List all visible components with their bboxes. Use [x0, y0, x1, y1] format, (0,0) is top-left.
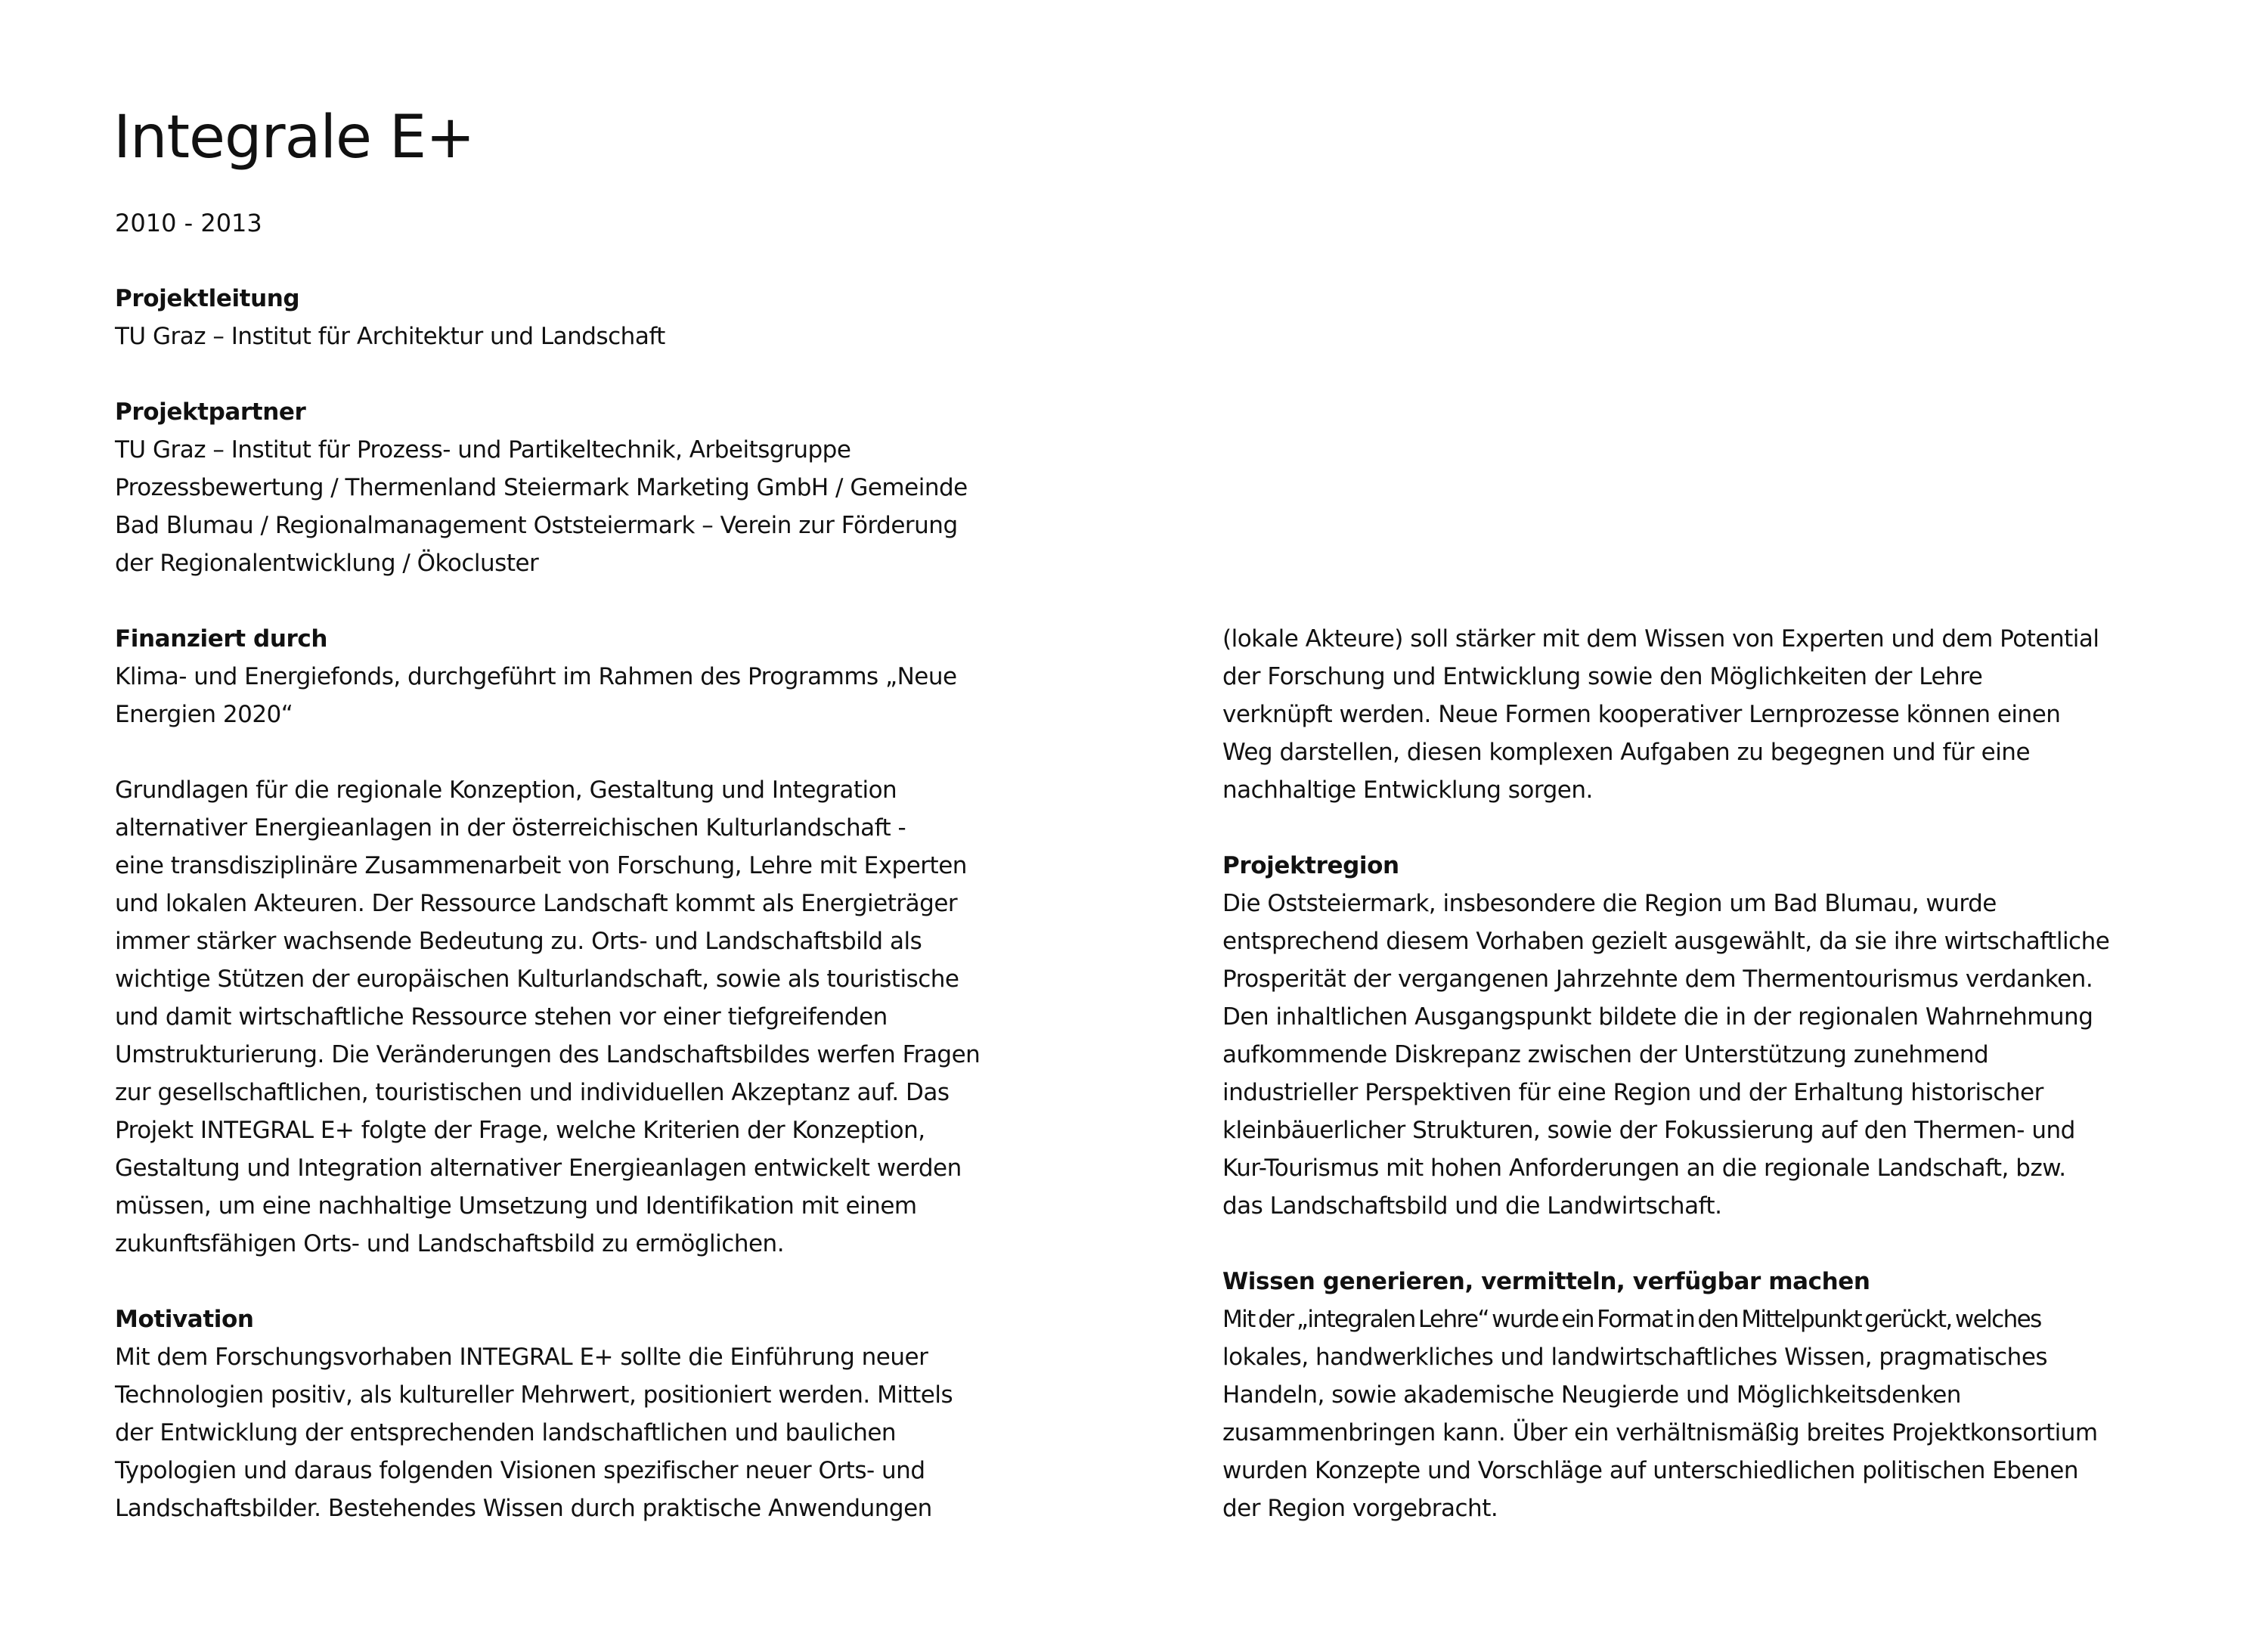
text-line: Typologien und daraus folgenden Visionen spezifischer neuer Orts- und [115, 1457, 925, 1484]
text-line: TU Graz – Institut für Architektur und Landschaft [115, 323, 665, 350]
left-column [115, 280, 1047, 1527]
text-line: Umstrukturierung. Die Veränderungen des Landschaftsbildes werfen Fragen [115, 1041, 981, 1068]
text-line: Handeln, sowie akademische Neugierde und Möglichkeitsdenken [1222, 1381, 1961, 1409]
text-line: der Forschung und Entwicklung sowie den Möglichkeiten der Lehre [1222, 663, 1983, 690]
text-line: alternativer Energieanlagen in der österreichischen Kulturlandschaft - [115, 814, 906, 842]
text-line: Landschaftsbilder. Bestehendes Wissen durch praktische Anwendungen [115, 1495, 932, 1522]
section-heading: Projektleitung [115, 285, 300, 312]
section-finanziert-durch [115, 620, 1047, 733]
paragraph [115, 1338, 1047, 1527]
section-text [115, 771, 1047, 1263]
text-line: kleinbäuerlicher Strukturen, sowie der Fokussierung auf den Thermen- und [1222, 1117, 2075, 1144]
section-heading: Wissen generieren, vermitteln, verfügbar machen [1222, 1268, 1870, 1295]
section-projektleitung [115, 280, 1047, 355]
text-line: Bad Blumau / Regionalmanagement Oststeiermark – Verein zur Förderung [115, 512, 958, 539]
text-line: das Landschaftsbild und die Landwirtschaft. [1222, 1192, 1722, 1220]
text-line: Klima- und Energiefonds, durchgeführt im Rahmen des Programms „Neue [115, 663, 957, 690]
text-line: Die Oststeiermark, insbesondere die Region um Bad Blumau, wurde [1222, 890, 1997, 917]
section-heading: Motivation [115, 1306, 254, 1333]
page-title: Integrale E+ [113, 104, 475, 172]
text-line: industrieller Perspektiven für eine Region und der Erhaltung historischer [1222, 1079, 2043, 1106]
text-line: Mit dem Forschungsvorhaben INTEGRAL E+ sollte die Einführung neuer [115, 1344, 928, 1371]
paragraph [115, 658, 1047, 733]
text-line: müssen, um eine nachhaltige Umsetzung und Identifikation mit einem [115, 1192, 917, 1220]
text-line: nachhaltige Entwicklung sorgen. [1222, 777, 1593, 804]
text-line: der Region vorgebracht. [1222, 1495, 1498, 1522]
text-line: (lokale Akteure) soll stärker mit dem Wissen von Experten und dem Potential [1222, 625, 2099, 653]
text-line: und lokalen Akteuren. Der Ressource Landschaft kommt als Energieträger [115, 890, 958, 917]
text-line: zukunftsfähigen Orts- und Landschaftsbild zu ermöglichen. [115, 1230, 785, 1257]
paragraph [115, 431, 1047, 582]
text-line: Technologien positiv, als kultureller Mehrwert, positioniert werden. Mittels [115, 1381, 953, 1409]
text-line: eine transdisziplinäre Zusammenarbeit von Forschung, Lehre mit Experten [115, 852, 967, 879]
text-line: der Regionalentwicklung / Ökocluster [115, 550, 539, 577]
text-line: wichtige Stützen der europäischen Kulturlandschaft, sowie als touristische [115, 966, 959, 993]
text-line: Prosperität der vergangenen Jahrzehnte dem Thermentourismus verdanken. [1222, 966, 2093, 993]
text-line: aufkommende Diskrepanz zwischen der Unterstützung zunehmend [1222, 1041, 1989, 1068]
text-line: wurden Konzepte und Vorschläge auf unterschiedlichen politischen Ebenen [1222, 1457, 2078, 1484]
text-line: zur gesellschaftlichen, touristischen und individuellen Akzeptanz auf. Das [115, 1079, 950, 1106]
text-line: Kur-Tourismus mit hohen Anforderungen an die regionale Landschaft, bzw. [1222, 1155, 2066, 1182]
text-line: entsprechend diesem Vorhaben gezielt ausgewählt, da sie ihre wirtschaftliche [1222, 928, 2110, 955]
section-text [1222, 620, 2155, 809]
section-heading: Finanziert durch [115, 625, 328, 653]
text-line: und damit wirtschaftliche Ressource stehen vor einer tiefgreifenden [115, 1003, 888, 1031]
paragraph [115, 318, 1047, 355]
paragraph [1222, 885, 2155, 1225]
paragraph [1222, 620, 2155, 809]
text-line: lokales, handwerkliches und landwirtschaftliches Wissen, pragmatisches [1222, 1344, 2048, 1371]
text-line: immer stärker wachsende Bedeutung zu. Orts- und Landschaftsbild als [115, 928, 922, 955]
text-line: TU Graz – Institut für Prozess- und Partikeltechnik, Arbeitsgruppe [115, 436, 851, 463]
text-line: Weg darstellen, diesen komplexen Aufgaben zu begegnen und für eine [1222, 739, 2031, 766]
text-line: Grundlagen für die regionale Konzeption, Gestaltung und Integration [115, 777, 897, 804]
text-line: Gestaltung und Integration alternativer Energieanlagen entwickelt werden [115, 1155, 962, 1182]
section-heading: Projektregion [1222, 852, 1399, 879]
text-line: der Entwicklung der entsprechenden landschaftlichen und baulichen [115, 1419, 897, 1446]
paragraph [1222, 1300, 2155, 1527]
text-line: verknüpft werden. Neue Formen kooperativer Lernprozesse können einen [1222, 701, 2061, 728]
right-column [1222, 620, 2155, 1527]
section-wissen-generieren-vermitteln-verfuegbar-machen [1222, 1263, 2155, 1527]
text-line: Mit der „integralen Lehre“ wurde ein Format in den Mittelpunkt gerückt, welches [1222, 1306, 2041, 1333]
project-date-range: 2010 - 2013 [115, 209, 262, 237]
text-line: Projekt INTEGRAL E+ folgte der Frage, welche Kriterien der Konzeption, [115, 1117, 925, 1144]
text-line: zusammenbringen kann. Über ein verhältnismäßig breites Projektkonsortium [1222, 1419, 2098, 1446]
paragraph [115, 771, 1047, 1263]
text-line: Energien 2020“ [115, 701, 293, 728]
text-line: Den inhaltlichen Ausgangspunkt bildete die in der regionalen Wahrnehmung [1222, 1003, 2093, 1031]
section-projektpartner [115, 393, 1047, 582]
section-projektregion [1222, 847, 2155, 1225]
section-heading: Projektpartner [115, 398, 306, 426]
section-motivation [115, 1300, 1047, 1527]
text-line: Prozessbewertung / Thermenland Steiermark Marketing GmbH / Gemeinde [115, 474, 968, 501]
